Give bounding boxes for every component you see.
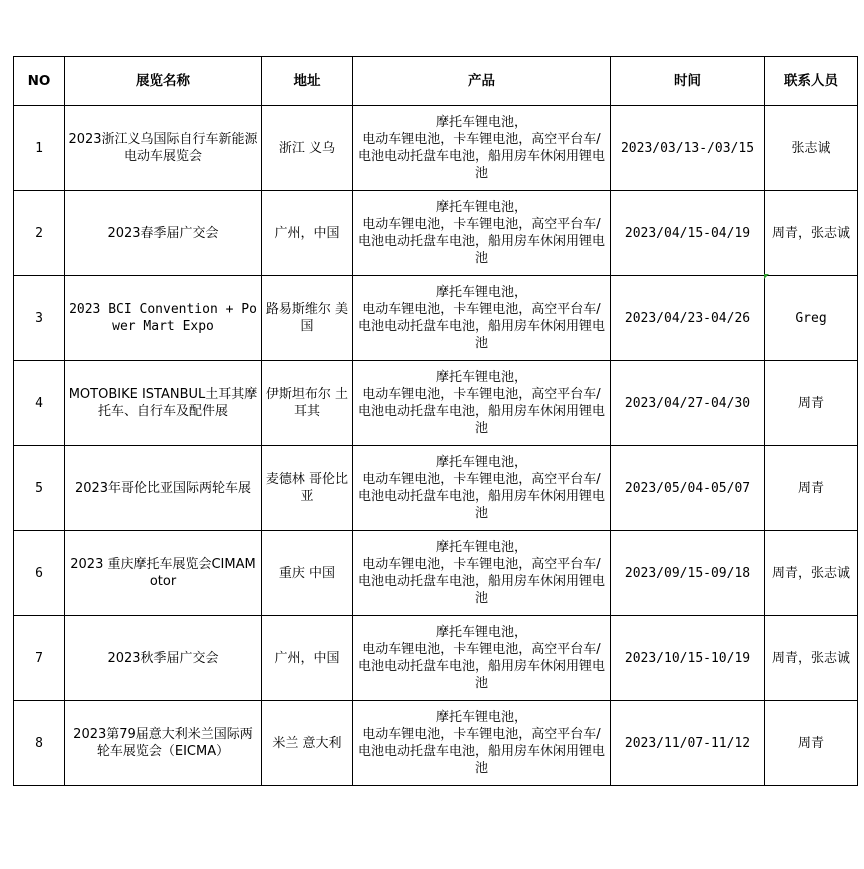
cell-no: 1 <box>14 106 65 191</box>
cell-no: 4 <box>14 361 65 446</box>
cell-address: 麦德林 哥伦比亚 <box>262 446 353 531</box>
cell-no: 7 <box>14 616 65 701</box>
table-row <box>14 106 858 191</box>
cell-name: 2023浙江义乌国际自行车新能源电动车展览会 <box>65 106 262 191</box>
cell-time: 2023/03/13-/03/15 <box>611 106 765 191</box>
cell-name: 2023年哥伦比亚国际两轮车展 <box>65 446 262 531</box>
cell-name: 2023 重庆摩托车展览会CIMAMotor <box>65 531 262 616</box>
cell-contact: 周青 <box>765 361 858 446</box>
cell-time: 2023/09/15-09/18 <box>611 531 765 616</box>
exhibition-schedule-table <box>13 56 858 786</box>
cell-address: 广州，中国 <box>262 616 353 701</box>
cell-contact: 张志诚 <box>765 106 858 191</box>
cell-contact: 周青，张志诚 <box>765 531 858 616</box>
cell-no: 3 <box>14 276 65 361</box>
cell-contact: 周青，张志诚 <box>765 191 858 276</box>
cell-products: 摩托车锂电池， 电动车锂电池，卡车锂电池，高空平台车/电池电动托盘车电池，船用房车休闲用锂电池 <box>353 106 611 191</box>
cell-contact: Greg <box>765 276 858 361</box>
header-name: 展览名称 <box>65 57 262 106</box>
cell-name: 2023秋季届广交会 <box>65 616 262 701</box>
cell-time: 2023/04/15-04/19 <box>611 191 765 276</box>
header-address: 地址 <box>262 57 353 106</box>
table-row <box>14 531 858 616</box>
table-row <box>14 361 858 446</box>
table-row <box>14 276 858 361</box>
cell-no: 5 <box>14 446 65 531</box>
table-row <box>14 446 858 531</box>
cell-address: 路易斯维尔 美国 <box>262 276 353 361</box>
cell-address: 浙江 义乌 <box>262 106 353 191</box>
cell-time: 2023/11/07-11/12 <box>611 701 765 786</box>
cell-products: 摩托车锂电池， 电动车锂电池，卡车锂电池，高空平台车/电池电动托盘车电池，船用房车休闲用锂电池 <box>353 616 611 701</box>
cell-comment-indicator <box>764 274 769 279</box>
cell-time: 2023/10/15-10/19 <box>611 616 765 701</box>
cell-contact: 周青，张志诚 <box>765 616 858 701</box>
header-row <box>14 57 858 106</box>
cell-name: 2023春季届广交会 <box>65 191 262 276</box>
cell-contact: 周青 <box>765 446 858 531</box>
header-time: 时间 <box>611 57 765 106</box>
cell-products: 摩托车锂电池， 电动车锂电池，卡车锂电池，高空平台车/电池电动托盘车电池，船用房车休闲用锂电池 <box>353 276 611 361</box>
cell-time: 2023/04/23-04/26 <box>611 276 765 361</box>
cell-time: 2023/05/04-05/07 <box>611 446 765 531</box>
cell-name: 2023第79届意大利米兰国际两轮车展览会（EICMA） <box>65 701 262 786</box>
cell-products: 摩托车锂电池， 电动车锂电池，卡车锂电池，高空平台车/电池电动托盘车电池，船用房车休闲用锂电池 <box>353 446 611 531</box>
cell-address: 广州，中国 <box>262 191 353 276</box>
cell-products: 摩托车锂电池， 电动车锂电池，卡车锂电池，高空平台车/电池电动托盘车电池，船用房车休闲用锂电池 <box>353 191 611 276</box>
header-no: NO <box>14 57 65 106</box>
table-row <box>14 191 858 276</box>
cell-name: 2023 BCI Convention + Power Mart Expo <box>65 276 262 361</box>
table-row <box>14 616 858 701</box>
cell-no: 6 <box>14 531 65 616</box>
cell-name: MOTOBIKE ISTANBUL土耳其摩托车、自行车及配件展 <box>65 361 262 446</box>
header-contact: 联系人员 <box>765 57 858 106</box>
cell-time: 2023/04/27-04/30 <box>611 361 765 446</box>
cell-contact: 周青 <box>765 701 858 786</box>
cell-address: 重庆 中国 <box>262 531 353 616</box>
cell-address: 伊斯坦布尔 土耳其 <box>262 361 353 446</box>
header-products: 产品 <box>353 57 611 106</box>
cell-address: 米兰 意大利 <box>262 701 353 786</box>
cell-products: 摩托车锂电池， 电动车锂电池，卡车锂电池，高空平台车/电池电动托盘车电池，船用房车休闲用锂电池 <box>353 531 611 616</box>
cell-products: 摩托车锂电池， 电动车锂电池，卡车锂电池，高空平台车/电池电动托盘车电池，船用房车休闲用锂电池 <box>353 701 611 786</box>
cell-no: 2 <box>14 191 65 276</box>
cell-products: 摩托车锂电池， 电动车锂电池，卡车锂电池，高空平台车/电池电动托盘车电池，船用房车休闲用锂电池 <box>353 361 611 446</box>
cell-no: 8 <box>14 701 65 786</box>
table-row <box>14 701 858 786</box>
